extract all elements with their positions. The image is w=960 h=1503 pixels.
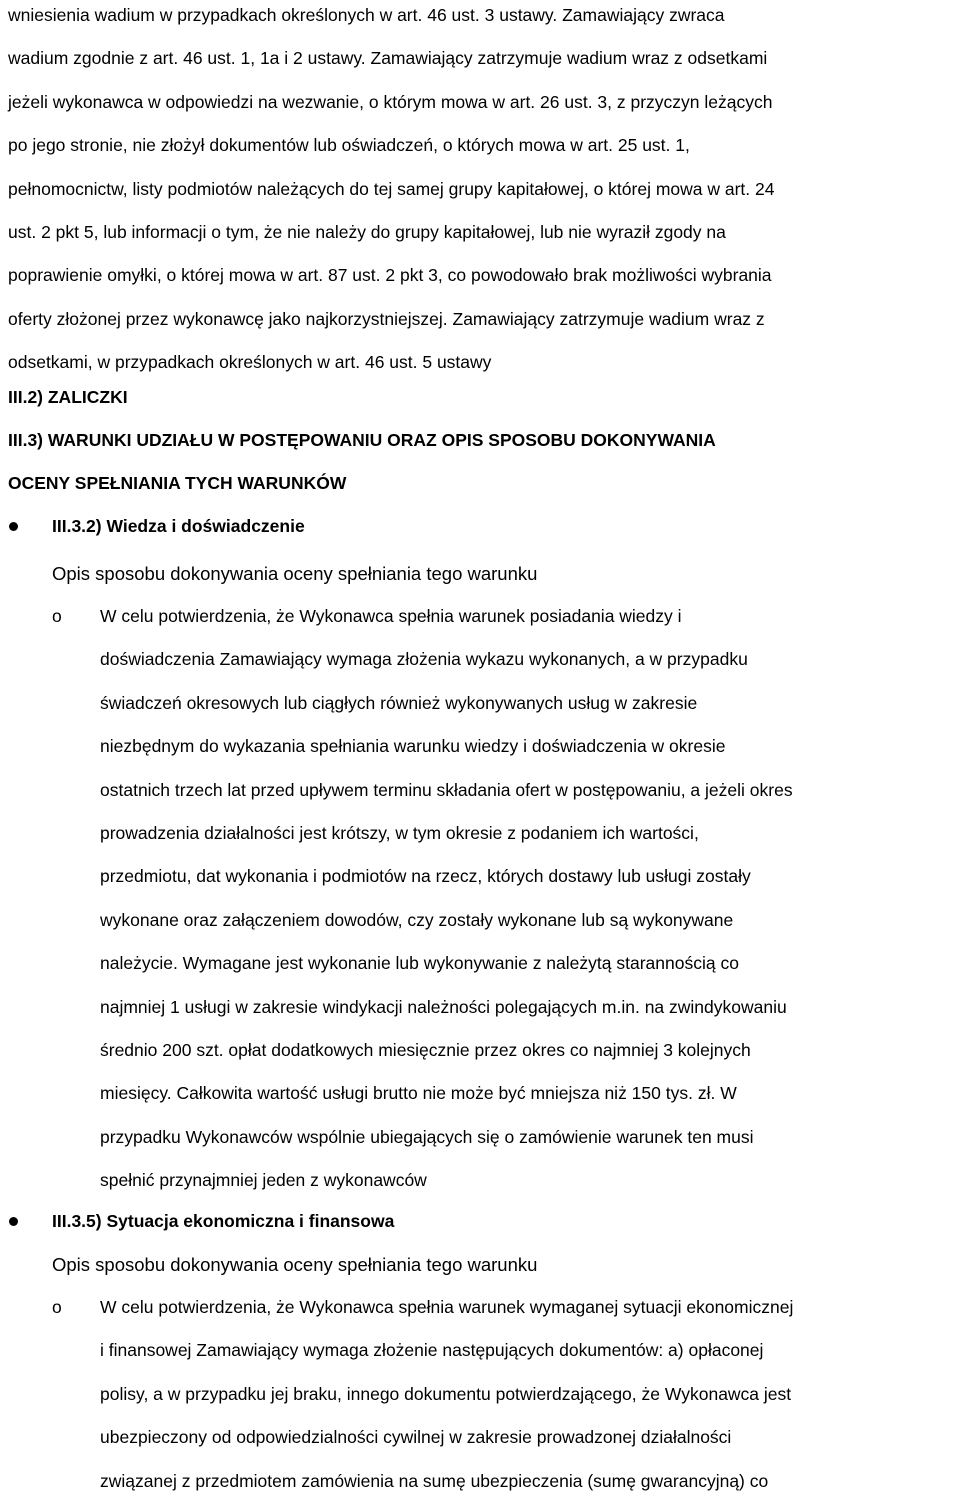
- heading-warunki: III.3) WARUNKI UDZIAŁU W POSTĘPOWANIU ORAZ OPIS SPOSOBU DOKONYWANIA: [8, 430, 716, 450]
- paragraph-line: i finansowej Zamawiający wymaga złożenie następujących dokumentów: a) opłaconej: [100, 1340, 764, 1361]
- paragraph-line: świadczeń okresowych lub ciągłych również wykonywanych usług w zakresie: [100, 692, 698, 713]
- intro-paragraph: [8, 0, 958, 385]
- intro-line: odsetkami, w przypadkach określonych w art. 46 ust. 5 ustawy: [8, 352, 492, 373]
- intro-line: jeżeli wykonawca w odpowiedzi na wezwanie, o którym mowa w art. 26 ust. 3, z przyczyn leżących: [8, 91, 773, 112]
- section-sytuacja-paragraph: [100, 1286, 793, 1503]
- list-marker: o: [52, 606, 62, 626]
- intro-line: oferty złożonej przez wykonawcę jako najkorzystniejszej. Zamawiający zatrzymuje wadium wraz z: [8, 308, 765, 329]
- paragraph-line: spełnić przynajmniej jeden z wykonawców: [100, 1170, 427, 1191]
- paragraph-line: ubezpieczony od odpowiedzialności cywilnej w zakresie prowadzonej działalności: [100, 1427, 732, 1448]
- paragraph-line: polisy, a w przypadku jej braku, innego dokumentu potwierdzającego, że Wykonawca jest: [100, 1383, 792, 1404]
- intro-line: ust. 2 pkt 5, lub informacji o tym, że nie należy do grupy kapitałowej, lub nie wyraził zgody na: [8, 222, 726, 243]
- paragraph-line: W celu potwierdzenia, że Wykonawca spełnia warunek wymaganej sytuacji ekonomicznej: [100, 1297, 794, 1317]
- paragraph-line: związanej z przedmiotem zamówienia na sumę ubezpieczenia (sumę gwarancyjną) co: [100, 1470, 769, 1491]
- paragraph-line: należycie. Wymagane jest wykonanie lub wykonywanie z należytą starannością co: [100, 953, 739, 974]
- list-marker: o: [52, 1297, 62, 1317]
- intro-line: wadium zgodnie z art. 46 ust. 1, 1a i 2 ustawy. Zamawiający zatrzymuje wadium wraz z odsetkami: [8, 48, 768, 69]
- paragraph-line: przypadku Wykonawców wspólnie ubiegających się o zamówienie warunek ten musi: [100, 1126, 754, 1147]
- bullet-icon: [9, 1217, 18, 1226]
- paragraph-line: najmniej 1 usługi w zakresie windykacji należności polegających m.in. na zwindykowaniu: [100, 996, 787, 1017]
- intro-line: wniesienia wadium w przypadkach określonych w art. 46 ust. 3 ustawy. Zamawiający zwraca: [8, 5, 725, 25]
- paragraph-line: wykonane oraz załączeniem dowodów, czy zostały wykonane lub są wykonywane: [100, 909, 734, 930]
- paragraph-line: doświadczenia Zamawiający wymaga złożenia wykazu wykonanych, a w przypadku: [100, 649, 748, 670]
- section-title: III.3.5) Sytuacja ekonomiczna i finansowa: [52, 1211, 395, 1231]
- paragraph-line: przedmiotu, dat wykonania i podmiotów na rzecz, których dostawy lub usługi zostały: [100, 866, 751, 887]
- description-label: Opis sposobu dokonywania oceny spełniania tego warunku: [52, 1254, 538, 1275]
- intro-line: po jego stronie, nie złożył dokumentów lub oświadczeń, o których mowa w art. 25 ust. 1,: [8, 135, 690, 156]
- paragraph-line: W celu potwierdzenia, że Wykonawca spełnia warunek posiadania wiedzy i: [100, 606, 682, 626]
- bullet-icon: [9, 522, 18, 531]
- section-title: III.3.2) Wiedza i doświadczenie: [52, 516, 305, 536]
- paragraph-line: prowadzenia działalności jest krótszy, w tym okresie z podaniem ich wartości,: [100, 823, 699, 844]
- description-label: Opis sposobu dokonywania oceny spełniania tego warunku: [52, 563, 538, 584]
- paragraph-line: średnio 200 szt. opłat dodatkowych miesięcznie przez okres co najmniej 3 kolejnych: [100, 1040, 751, 1061]
- heading-zaliczki: III.2) ZALICZKI: [8, 387, 128, 407]
- paragraph-line: ostatnich trzech lat przed upływem terminu składania ofert w postępowaniu, a jeżeli okres: [100, 779, 793, 800]
- intro-line: pełnomocnictw, listy podmiotów należących do tej samej grupy kapitałowej, o której mowa w art. 24: [8, 178, 775, 199]
- section-wiedza-paragraph: [100, 595, 793, 1203]
- intro-line: poprawienie omyłki, o której mowa w art. 87 ust. 2 pkt 3, co powodowało brak możliwości wybrania: [8, 265, 772, 286]
- heading-warunki-continued: OCENY SPEŁNIANIA TYCH WARUNKÓW: [8, 473, 347, 493]
- paragraph-line: niezbędnym do wykazania spełniania warunku wiedzy i doświadczenia w okresie: [100, 736, 726, 757]
- paragraph-line: miesięcy. Całkowita wartość usługi brutto nie może być mniejsza niż 150 tys. zł. W: [100, 1083, 737, 1104]
